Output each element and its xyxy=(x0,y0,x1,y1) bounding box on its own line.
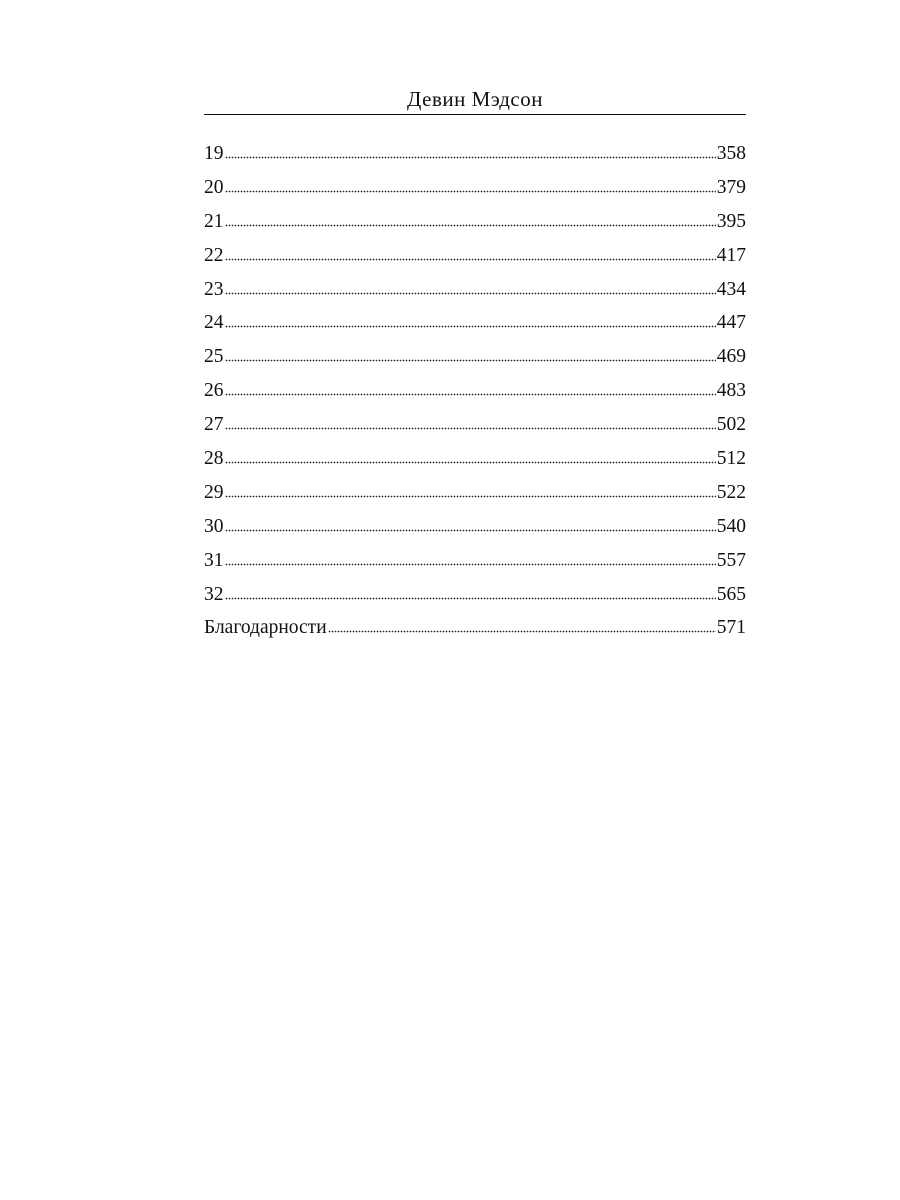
toc-entry-title: 28 xyxy=(204,448,224,470)
toc-entry xyxy=(204,209,746,243)
toc-entry xyxy=(204,378,746,412)
toc-leader-dots xyxy=(225,492,716,498)
toc-entry-page: 540 xyxy=(716,515,746,537)
toc-entry-title: 30 xyxy=(204,515,224,537)
header-rule xyxy=(204,114,746,115)
toc-entry-page: 358 xyxy=(716,143,746,164)
toc-entry-title: 29 xyxy=(204,481,224,503)
toc-leader-dots xyxy=(225,526,716,532)
toc-entry-title: 31 xyxy=(204,549,224,571)
toc-leader-dots xyxy=(225,289,716,295)
running-header-author: Девин Мэдсон xyxy=(407,87,543,111)
toc-leader-dots xyxy=(225,424,716,430)
toc-entry-page: 469 xyxy=(716,346,746,368)
toc-entry-title: 19 xyxy=(204,143,224,164)
toc-entry-page: 502 xyxy=(716,414,746,436)
toc-entry-page: 417 xyxy=(716,244,746,266)
toc-entry-page: 447 xyxy=(716,312,746,334)
toc-entry xyxy=(204,514,746,548)
toc-entry xyxy=(204,480,746,514)
toc-entry xyxy=(204,446,746,480)
toc-entry xyxy=(204,582,746,616)
toc-entry-page: 379 xyxy=(716,176,746,198)
toc-entry xyxy=(204,175,746,209)
table-of-contents xyxy=(204,141,746,649)
toc-entry-title: 21 xyxy=(204,210,224,232)
toc-entry-page: 483 xyxy=(716,380,746,402)
toc-entry-title: 23 xyxy=(204,278,224,300)
toc-entry-page: 434 xyxy=(716,278,746,300)
toc-entry-title: 22 xyxy=(204,244,224,266)
toc-entry-page: 395 xyxy=(716,210,746,232)
toc-leader-dots xyxy=(225,187,716,193)
toc-entry xyxy=(204,344,746,378)
toc-entry-page: 522 xyxy=(716,481,746,503)
toc-leader-dots xyxy=(225,322,716,328)
toc-leader-dots xyxy=(225,560,716,566)
toc-entry-page: 571 xyxy=(716,617,746,639)
toc-leader-dots xyxy=(225,390,716,396)
toc-leader-dots xyxy=(225,255,716,261)
toc-entry-title: 26 xyxy=(204,380,224,402)
toc-entry-title: 24 xyxy=(204,312,224,334)
toc-entry xyxy=(204,141,746,175)
toc-entry xyxy=(204,243,746,277)
toc-leader-dots xyxy=(225,594,716,600)
toc-entry-page: 565 xyxy=(716,583,746,605)
toc-entry-page: 557 xyxy=(716,549,746,571)
toc-entry-title: 32 xyxy=(204,583,224,605)
toc-entry xyxy=(204,615,746,649)
toc-entry-title: 20 xyxy=(204,176,224,198)
toc-leader-dots xyxy=(328,627,716,633)
toc-leader-dots xyxy=(225,153,716,159)
toc-entry xyxy=(204,277,746,311)
toc-leader-dots xyxy=(225,458,716,464)
toc-entry-page: 512 xyxy=(716,448,746,470)
toc-entry-title: 27 xyxy=(204,414,224,436)
toc-leader-dots xyxy=(225,356,716,362)
toc-entry xyxy=(204,412,746,446)
toc-leader-dots xyxy=(225,221,716,227)
toc-entry xyxy=(204,548,746,582)
toc-entry-title: 25 xyxy=(204,346,224,368)
toc-entry xyxy=(204,310,746,344)
toc-entry-title: Благодарности xyxy=(204,617,327,639)
